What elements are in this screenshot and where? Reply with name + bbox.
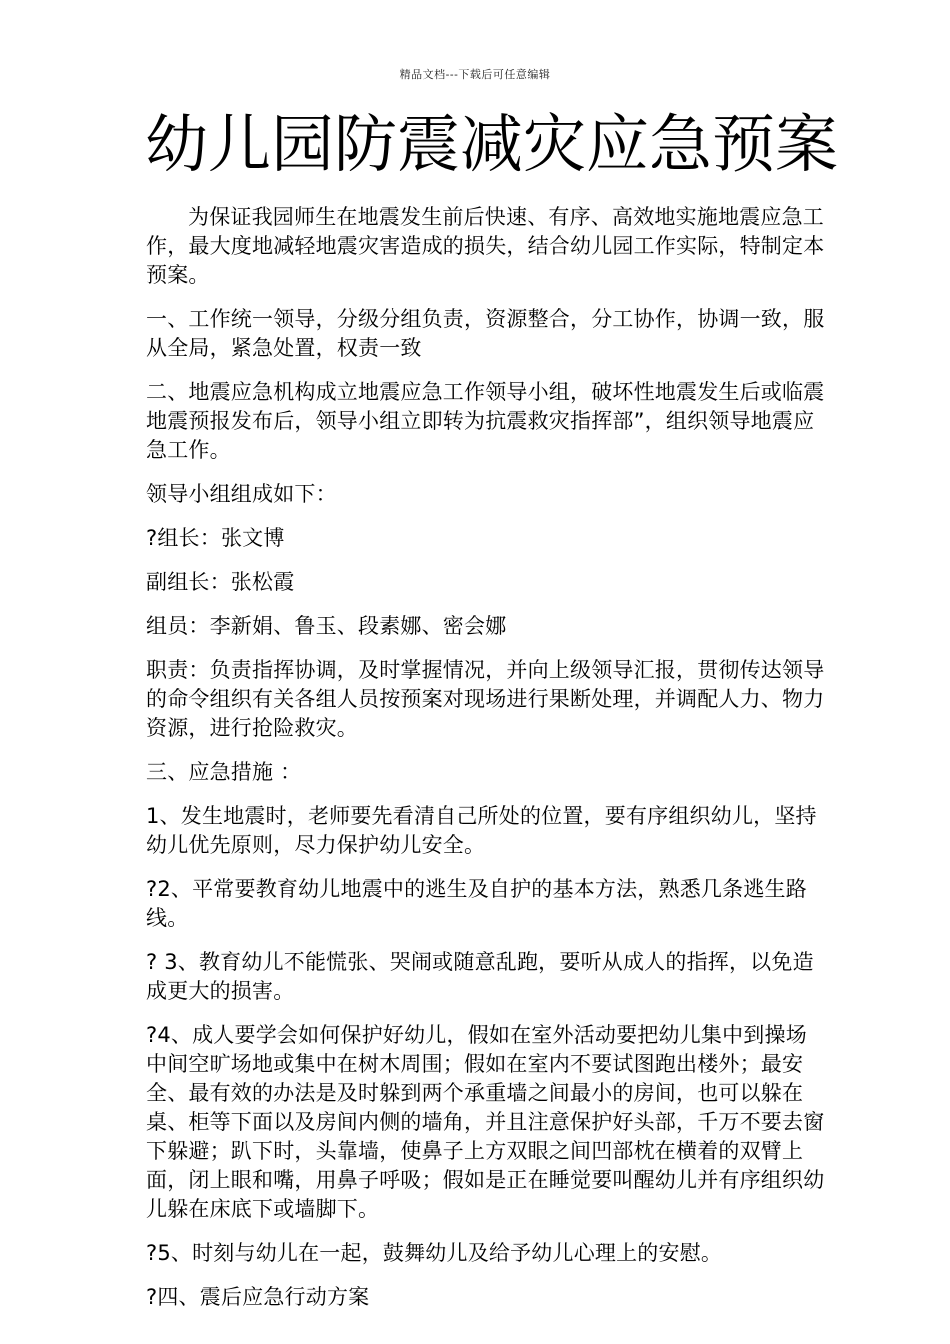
duties-paragraph: 职责：负责指挥协调，及时掌握情况，并向上级领导汇报，贯彻传达领导的命令组织有关各组人员按预案对现场进行果断处理，并调配人力、物力资源，进行抢险救灾。 — [146, 658, 825, 740]
header-note: 精品文档---下载后可任意编辑 — [399, 68, 551, 81]
members-line: 组员：李新娟、鲁玉、段素娜、密会娜 — [146, 614, 507, 638]
section-4-heading: ?四、震后应急行动方案 — [146, 1285, 370, 1309]
deputy-leader-line: 副组长：张松霞 — [146, 570, 295, 594]
document-title: 幼儿园防震减灾应急预案 — [145, 108, 838, 181]
leadership-heading: 领导小组组成如下： — [146, 482, 337, 506]
measure-4-paragraph: ?4、成人要学会如何保护好幼儿，假如在室外活动要把幼儿集中到操场中间空旷场地或集中在树木周围；假如在室内不要试图跑出楼外；最安全、最有效的办法是及时躲到两个承重墙之间最小的房间，也可以躲在桌、柜等下面以及房间内侧的墙角，并且注意保护好头部，千万不要去窗下躲避；趴下时，头靠墙，使鼻子上方双眼之间凹部枕在横着的双臂上面，闭上眼和嘴，用鼻子呼吸；假如是正在睡觉要叫醒幼儿并有序组织幼儿躲在床底下或墙脚下。 — [146, 1023, 825, 1221]
intro-paragraph: 为保证我园师生在地震发生前后快速、有序、高效地实施地震应急工作，最大度地减轻地震灾害造成的损失，结合幼儿园工作实际，特制定本预案。 — [146, 205, 825, 287]
group-leader-line: ?组长：张文博 — [146, 526, 285, 550]
section-1-paragraph: 一、工作统一领导，分级分组负责，资源整合，分工协作，协调一致，服从全局，紧急处置，权责一致 — [146, 307, 825, 360]
measure-2-paragraph: ?2、平常要教育幼儿地震中的逃生及自护的基本方法，熟悉几条逃生路线。 — [146, 877, 807, 930]
section-2-paragraph: 二、地震应急机构成立地震应急工作领导小组，破坏性地震发生后或临震地震预报发布后，领导小组立即转为抗震救灾指挥部”，组织领导地震应急工作。 — [146, 380, 825, 462]
measure-3-paragraph: ? 3、教育幼儿不能慌张、哭闹或随意乱跑，要听从成人的指挥，以免造成更大的损害。 — [146, 950, 814, 1003]
document-body — [146, 203, 826, 1327]
measure-1-paragraph: 1、发生地震时，老师要先看清自己所处的位置，要有序组织幼儿，坚持幼儿优先原则，尽力保护幼儿安全。 — [146, 804, 817, 857]
measure-5-paragraph: ?5、时刻与幼儿在一起，鼓舞幼儿及给予幼儿心理上的安慰。 — [146, 1241, 723, 1265]
section-3-heading: 三、应急措施 ： — [146, 760, 302, 784]
